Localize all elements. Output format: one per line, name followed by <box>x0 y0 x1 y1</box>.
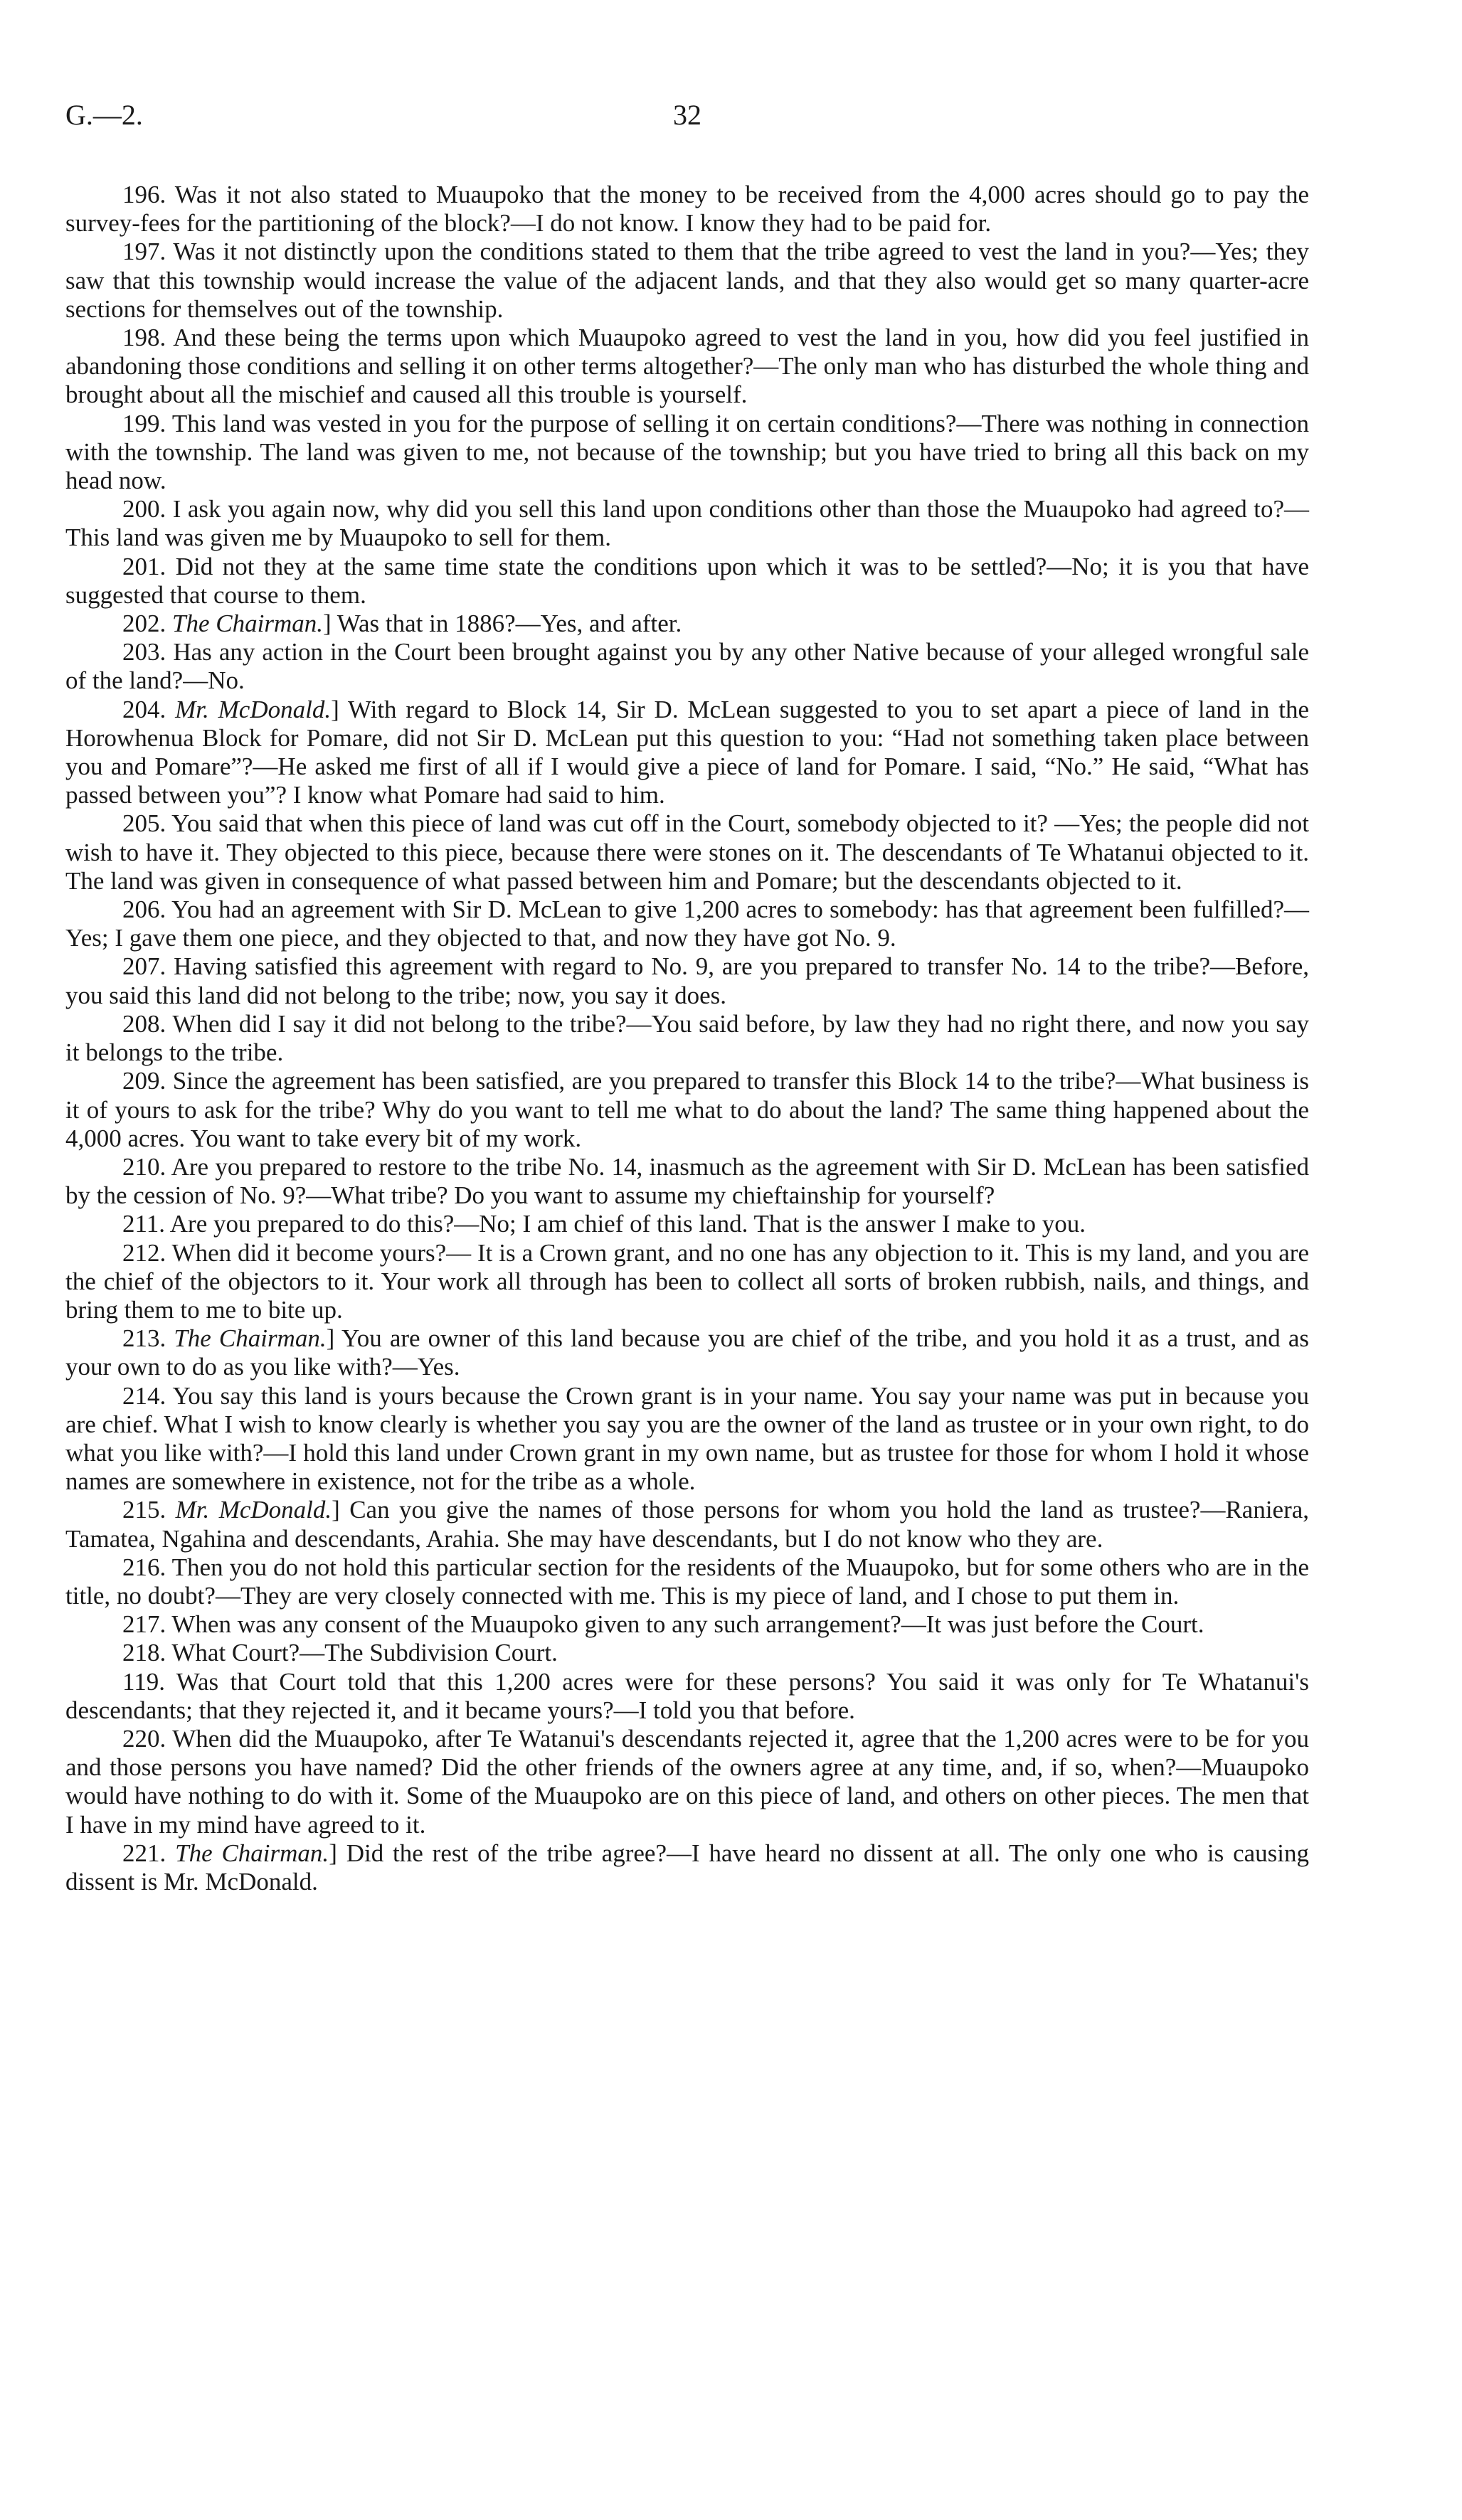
question-answer-paragraph <box>65 1725 1309 1839</box>
question-answer-paragraph <box>65 696 1309 810</box>
question-answer-text: And these being the terms upon which Muaupoko agreed to vest the land in you, how did you feel justified in abandoning those conditions and selling it on other terms altogether?—The only man who has disturbed the whole thing and brought about all the mischief and caused all this trouble is yourself. <box>65 324 1309 409</box>
question-answer-text: Then you do not hold this particular section for the residents of the Muaupoko, but for some others who are in the title, no doubt?—They are very closely connected with me. This is my piece of land, and I chose to put them in. <box>65 1553 1309 1610</box>
question-number: 208. <box>122 1009 166 1038</box>
question-answer-text: Are you prepared to do this?—No; I am chief of this land. That is the answer I make to you. <box>169 1210 1086 1238</box>
question-answer-text: Was that Court told that this 1,200 acres were for these persons? You said it was only for Te Whatanui's descendants; that they rejected it, and it became yours?—I told you that before. <box>65 1667 1309 1724</box>
question-answer-text: When did I say it did not belong to the tribe?—You said before, by law they had no right there, and now you say it belongs to the tribe. <box>65 1009 1310 1067</box>
question-answer-text: Has any action in the Court been brought against you by any other Native because of your alleged wrongful sale of the land?—No. <box>65 638 1310 695</box>
question-number: 200. <box>122 495 166 523</box>
question-answer-text: Was that in 1886?—Yes, and after. <box>337 610 682 638</box>
question-answer-text: You are owner of this land because you are chief of the tribe, and you hold it as a trust, and as your own to do as you like with?—Yes. <box>65 1324 1310 1381</box>
document-reference: G.—2. <box>65 99 143 131</box>
question-answer-paragraph <box>65 1153 1309 1210</box>
question-answer-text: When did the Muaupoko, after Te Watanui's descendants rejected it, agree that the 1,200 acres were to be for you and those persons you have named? Did the other friends of the owners agree at any time, and, if so, when?—Muaupoko would have nothing to do with it. Some of the Muaupoko are on this piece of land, and others on other pieces. The men that I have in my mind have agreed to it. <box>65 1724 1309 1839</box>
question-number: 204. <box>122 695 166 723</box>
question-answer-paragraph <box>65 1610 1309 1639</box>
document-page <box>65 98 1309 1896</box>
question-number: 212. <box>122 1238 166 1267</box>
question-number: 214. <box>122 1381 166 1410</box>
question-answer-text: With regard to Block 14, Sir D. McLean suggested to you to set apart a piece of land in the Horowhenua Block for Pomare, did not Sir D. McLean put this question to you: “Had not something taken place between you and Pomare”?—He asked me first of all if I would give a piece of land for Pomare. I said, “No.” He said, “What has passed between you”? I know what Pomare had said to him. <box>65 695 1309 809</box>
question-answer-paragraph <box>65 495 1309 552</box>
question-answer-paragraph <box>65 895 1309 952</box>
question-number: 213. <box>122 1324 166 1353</box>
question-number: 215. <box>122 1496 166 1524</box>
question-answer-text: You had an agreement with Sir D. McLean to give 1,200 acres to somebody: has that agreement been fulfilled?—Yes; I gave them one piece, and they objected to that, and now they have got No. 9. <box>65 895 1309 952</box>
question-number: 201. <box>122 552 166 580</box>
question-number: 119. <box>122 1667 165 1696</box>
question-answer-paragraph <box>65 1382 1309 1496</box>
question-answer-text: Was it not also stated to Muaupoko that the money to be received from the 4,000 acres should go to pay the survey-fees for the partitioning of the block?—I do not know. I know they had to be paid for. <box>65 181 1309 238</box>
question-answer-text: You said that when this piece of land was cut off in the Court, somebody objected to it? —Yes; the people did not wish to have it. They objected to this piece, because there were stones on it. The descendants of Te Whatanui objected to it. The land was given in consequence of what passed between him and Pomare; but the descendants objected to it. <box>65 809 1310 895</box>
question-answer-paragraph <box>65 1639 1309 1667</box>
question-answer-paragraph <box>65 809 1309 895</box>
question-answer-paragraph <box>65 1210 1309 1238</box>
question-number: 198. <box>122 324 166 352</box>
question-answer-paragraph <box>65 1239 1309 1325</box>
question-number: 206. <box>122 895 166 924</box>
speaker-bracket: ] <box>322 610 332 638</box>
question-number: 202. <box>122 610 166 638</box>
question-answer-text: When did it become yours?— It is a Crown grant, and no one has any objection to it. This is my land, and you are the chief of the objectors to it. Your work all through has been to collect all sorts of broken rubbish, nails, and things, and bring them to me to bite up. <box>65 1238 1309 1324</box>
question-number: 209. <box>122 1067 166 1095</box>
question-answer-text: Having satisfied this agreement with regard to No. 9, are you prepared to transfer No. 14 to the tribe?—Before, you said this land did not belong to the tribe; now, you say it does. <box>65 952 1310 1009</box>
question-answer-text: This land was vested in you for the purpose of selling it on certain conditions?—There was nothing in connection with the township. The land was given to me, not because of the township; but you have tried to bring all this back on my head now. <box>65 409 1309 495</box>
question-answer-paragraph <box>65 1668 1309 1725</box>
question-answer-paragraph <box>65 610 1309 638</box>
question-answer-paragraph <box>65 638 1309 695</box>
question-answer-text: Did not they at the same time state the conditions upon which it was to be settled?—No; it is you that have suggested that course to them. <box>65 552 1310 609</box>
question-answer-paragraph <box>65 952 1309 1009</box>
speaker-bracket: ] <box>326 1324 335 1353</box>
question-answer-text: Can you give the names of those persons for whom you hold the land as trustee?—Raniera, Tamatea, Ngahina and descendants, Arahia. She may have descendants, but I do not know who they are. <box>65 1496 1310 1553</box>
question-number: 217. <box>122 1610 166 1639</box>
question-number: 216. <box>122 1553 166 1581</box>
question-number: 210. <box>122 1152 166 1181</box>
question-number: 211. <box>122 1210 165 1238</box>
question-number: 197. <box>122 238 166 266</box>
speaker-name: Mr. McDonald. <box>175 695 332 723</box>
page-header <box>65 98 1309 149</box>
question-number: 207. <box>122 952 166 981</box>
speaker-name: The Chairman. <box>175 1839 329 1867</box>
evidence-text <box>65 181 1309 1896</box>
speaker-name: The Chairman. <box>174 1324 327 1353</box>
question-number: 221. <box>122 1839 166 1867</box>
question-answer-text: Are you prepared to restore to the tribe No. 14, inasmuch as the agreement with Sir D. McLean has been satisfied by the cession of No. 9?—What tribe? Do you want to assume my chieftainship for yourself? <box>65 1152 1309 1210</box>
question-answer-text: Did the rest of the tribe agree?—I have heard no dissent at all. The only one who is causing dissent is Mr. McDonald. <box>65 1839 1309 1896</box>
question-answer-text: What Court?—The Subdivision Court. <box>171 1639 558 1667</box>
question-answer-paragraph <box>65 1496 1309 1553</box>
question-number: 218. <box>122 1639 166 1667</box>
question-answer-text: Was it not distinctly upon the conditions stated to them that the tribe agreed to vest the land in you?—Yes; they saw that this township would increase the value of the adjacent lands, and that they also would get so many quarter-acre sections for themselves out of the township. <box>65 238 1309 323</box>
question-answer-paragraph <box>65 1067 1309 1153</box>
question-answer-paragraph <box>65 410 1309 496</box>
question-answer-paragraph <box>65 181 1309 238</box>
question-answer-paragraph <box>65 1839 1309 1896</box>
speaker-name: Mr. McDonald. <box>175 1496 332 1524</box>
question-answer-paragraph <box>65 1553 1309 1610</box>
speaker-bracket: ] <box>331 695 339 723</box>
question-answer-text: You say this land is yours because the Crown grant is in your name. You say your name was put in because you are chief. What I wish to know clearly is whether you say you are the owner of the land as trustee or in your own right, to do what you like with?—I hold this land under Crown grant in my own name, but as trustee for those for whom I hold it whose names are somewhere in existence, not for the tribe as a whole. <box>65 1381 1309 1496</box>
question-answer-text: Since the agreement has been satisfied, are you prepared to transfer this Block 14 to the tribe?—What business is it of yours to ask for the tribe? Why do you want to tell me what to do about the land? The same thing happened about the 4,000 acres. You want to take every bit of my work. <box>65 1067 1310 1152</box>
question-answer-text: I ask you again now, why did you sell this land upon conditions other than those the Muaupoko had agreed to?—This land was given me by Muaupoko to sell for them. <box>65 495 1310 552</box>
question-answer-text: When was any consent of the Muaupoko given to any such arrangement?—It was just before the Court. <box>171 1610 1204 1639</box>
question-answer-paragraph <box>65 553 1309 610</box>
question-answer-paragraph <box>65 1324 1309 1381</box>
question-number: 220. <box>122 1724 166 1753</box>
question-number: 199. <box>122 409 166 437</box>
speaker-bracket: ] <box>329 1839 337 1867</box>
question-number: 203. <box>122 638 166 666</box>
question-answer-paragraph <box>65 238 1309 324</box>
question-answer-paragraph <box>65 324 1309 410</box>
speaker-bracket: ] <box>332 1496 340 1524</box>
page-number: 32 <box>673 99 701 131</box>
question-number: 205. <box>122 809 166 838</box>
question-number: 196. <box>122 181 166 208</box>
question-answer-paragraph <box>65 1010 1309 1067</box>
speaker-name: The Chairman. <box>172 610 323 638</box>
